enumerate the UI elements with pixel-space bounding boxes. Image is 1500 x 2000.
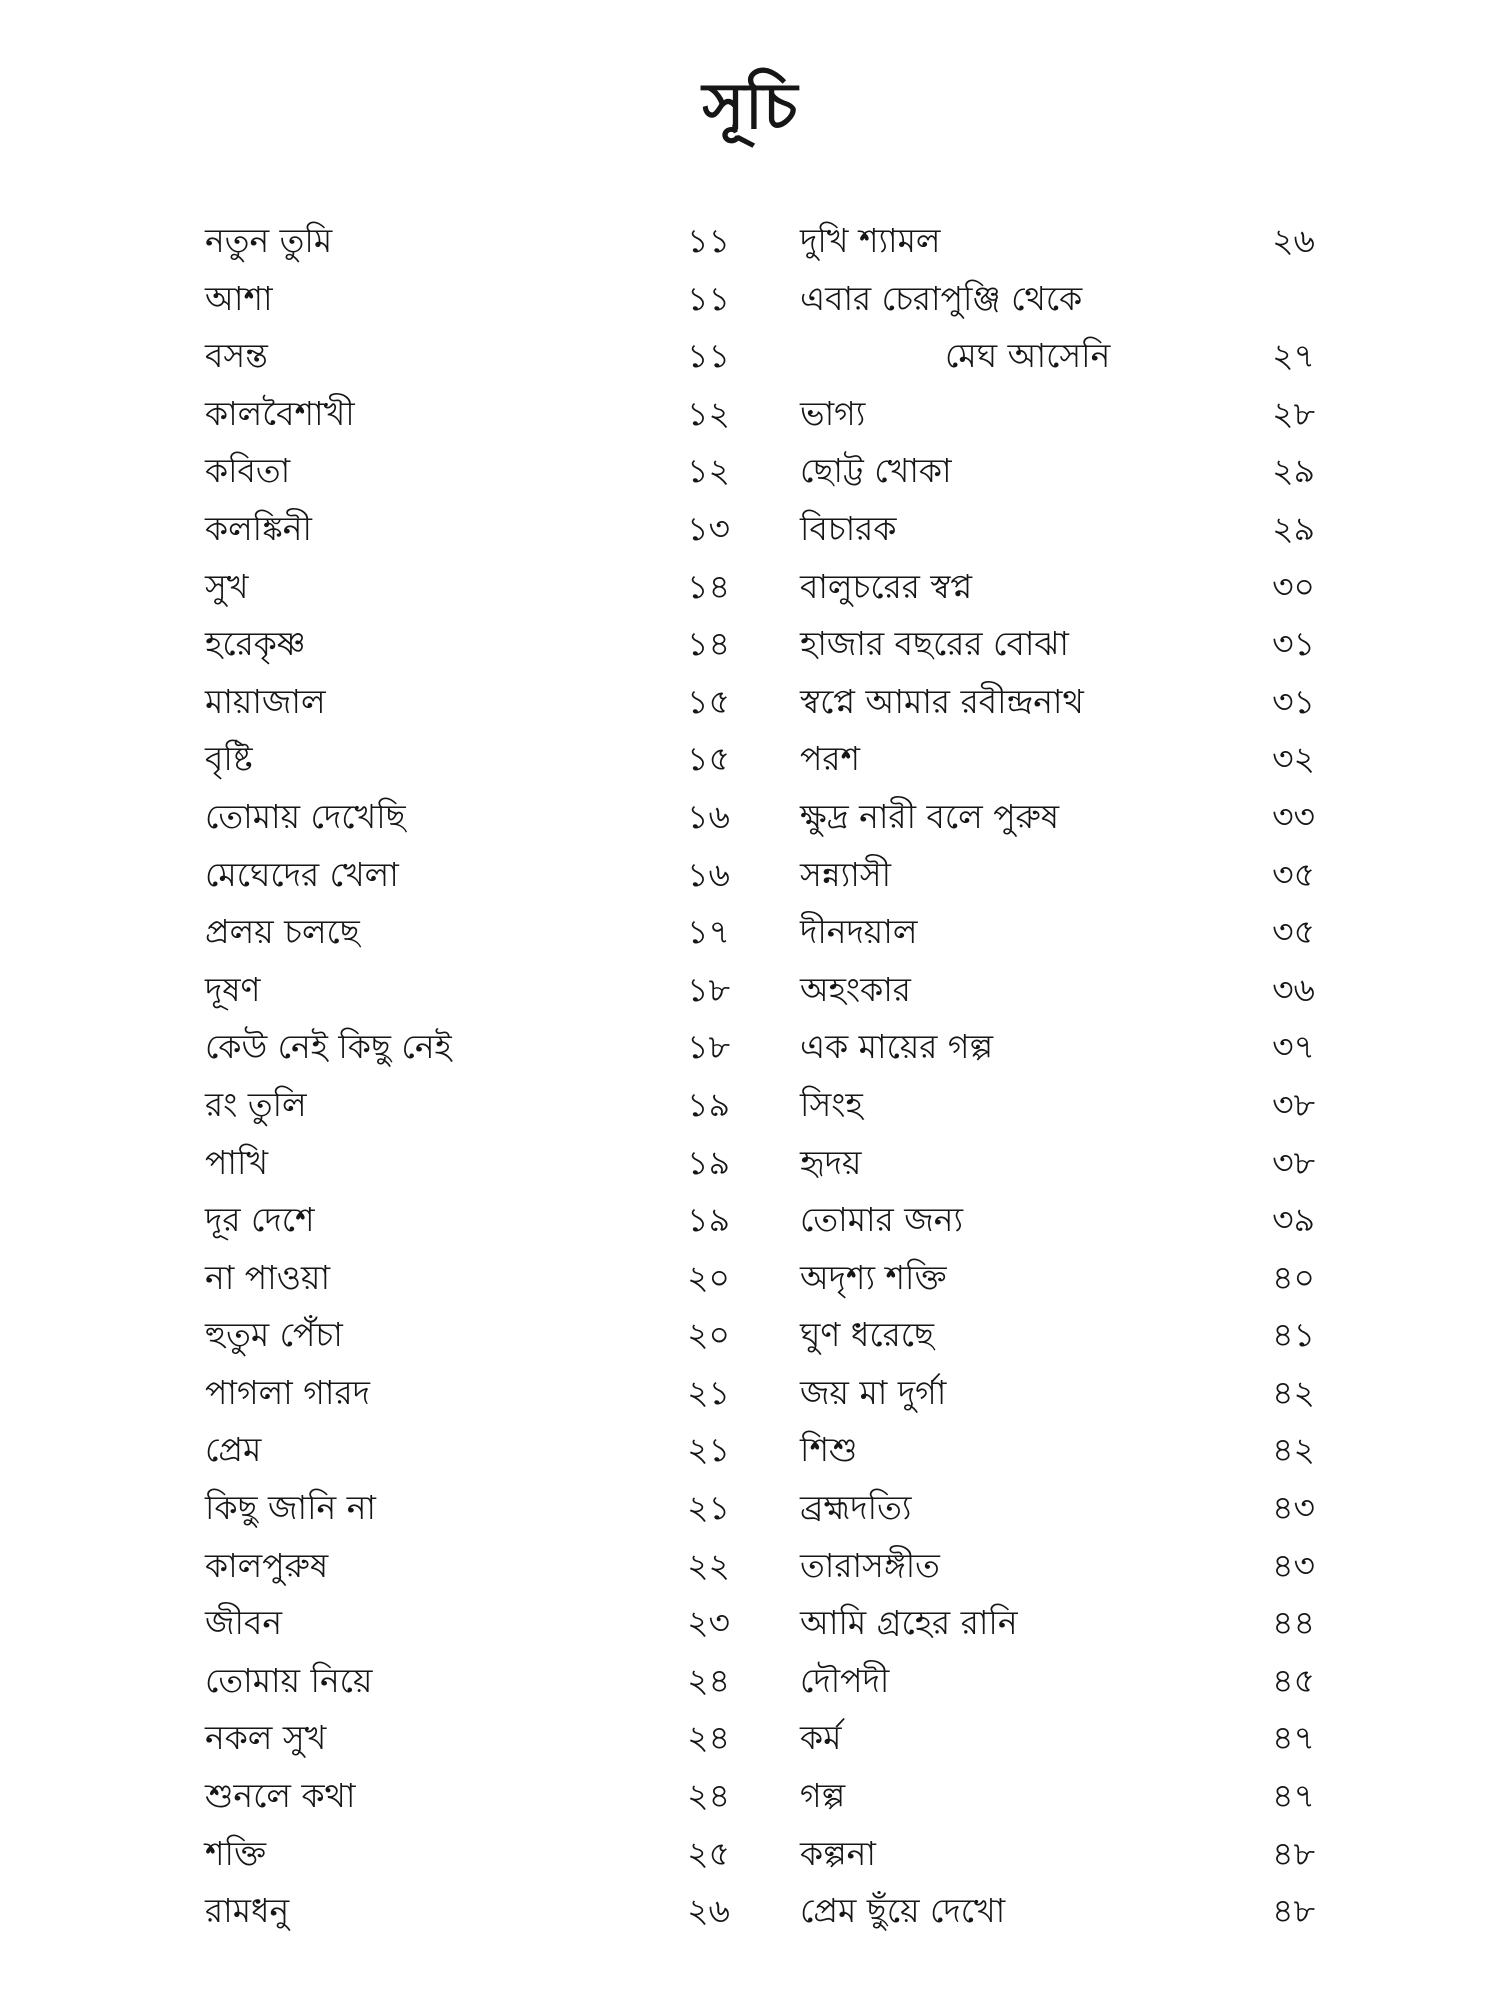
toc-entry-page: ৪৮ — [1272, 1833, 1315, 1873]
toc-entry-title: এক মায়ের গল্প — [800, 1027, 994, 1067]
toc-entry-page: ৪২ — [1272, 1372, 1315, 1412]
toc-entry-page: ২৮ — [1272, 393, 1315, 433]
toc-entry-title: না পাওয়া — [205, 1257, 331, 1297]
toc-entry-page: ১৪ — [687, 624, 730, 664]
toc-entry-page: ১৮ — [687, 969, 730, 1009]
toc-entry-page: ৩১ — [1272, 681, 1315, 721]
toc-entry-page: ২২ — [687, 1545, 730, 1585]
toc-entry-title: দীনদয়াল — [800, 912, 918, 952]
toc-entry-title: অদৃশ্য শক্তি — [800, 1257, 947, 1297]
toc-entry-page: ২৬ — [1272, 221, 1315, 260]
toc-entry-page: ৩৮ — [1272, 1142, 1315, 1182]
toc-entry-page: ৪২ — [1272, 1430, 1315, 1470]
toc-entry-page: ৩৭ — [1272, 1027, 1315, 1067]
toc-entry-title: দূষণ — [205, 969, 261, 1009]
toc-entry-page: ৪৭ — [1272, 1718, 1315, 1758]
toc-entry-title: অহংকার — [800, 969, 911, 1009]
toc-entry-title: আশা — [205, 278, 273, 318]
toc-entry-page: ৪৮ — [1272, 1891, 1315, 1931]
toc-entry-title: পাখি — [205, 1142, 269, 1182]
toc-entry-title: রং তুলি — [205, 1084, 307, 1124]
toc-entry-page: ২৬ — [687, 1891, 730, 1931]
toc-entry-title: সিংহ — [800, 1084, 863, 1124]
toc-entry-page: ২১ — [687, 1488, 730, 1528]
toc-entry-page: ১৬ — [687, 854, 730, 894]
toc-entry-page: ১৫ — [687, 681, 730, 721]
toc-entry-title: নতুন তুমি — [205, 221, 333, 260]
toc-entry-title: রামধনু — [205, 1891, 290, 1931]
toc-entry-title: তোমার জন্য — [800, 1200, 964, 1240]
toc-entry-title: পরশ — [800, 739, 861, 779]
toc-entry-title: ছোট্ট খোকা — [800, 451, 952, 491]
toc-entry-title: হাজার বছরের বোঝা — [800, 624, 1069, 664]
toc-entry-page: ৪০ — [1272, 1257, 1315, 1297]
toc-entry-title: মেঘ আসেনি — [945, 336, 1111, 376]
toc-entry-page: ৪১ — [1272, 1315, 1315, 1355]
toc-entry-title: প্রেম ছুঁয়ে দেখো — [800, 1891, 1006, 1931]
toc-entry-title: কেউ নেই কিছু নেই — [205, 1027, 452, 1067]
toc-entry-title: কল্পনা — [800, 1833, 876, 1873]
toc-entry-page: ১৬ — [687, 796, 730, 836]
toc-entry-page: ২১ — [687, 1372, 730, 1412]
toc-entry-page: ২৪ — [687, 1776, 730, 1816]
toc-entry-page: ৩৫ — [1272, 912, 1315, 952]
toc-entry-page: ১৫ — [687, 739, 730, 779]
toc-entry-title: ভাগ্য — [800, 393, 866, 433]
toc-entry-title: তারাসঙ্গীত — [800, 1545, 940, 1585]
toc-entry-title: গল্প — [800, 1776, 846, 1816]
toc-entry-page: ১১ — [687, 278, 730, 318]
toc-entry-page: ১৩ — [687, 508, 730, 548]
toc-entry-page: ২৪ — [687, 1718, 730, 1758]
toc-entry-title: শুনলে কথা — [205, 1776, 356, 1816]
toc-entry-title: হরেকৃষ্ণ — [205, 624, 306, 664]
toc-entry-page: ৩৩ — [1272, 796, 1315, 836]
toc-entry-page: ২৯ — [1272, 451, 1315, 491]
toc-entry-page: ৩০ — [1272, 566, 1315, 606]
toc-entry-title: শিশু — [800, 1430, 858, 1470]
toc-entry-title: বালুচরের স্বপ্ন — [800, 566, 973, 606]
toc-entry-page: ১২ — [687, 451, 730, 491]
toc-entry-title: বিচারক — [800, 508, 897, 548]
toc-entry-page: ২৩ — [687, 1603, 730, 1643]
toc-entry-page: ২৯ — [1272, 508, 1315, 548]
toc-entry-title: ক্ষুদ্র নারী বলে পুরুষ — [800, 796, 1060, 836]
toc-entry-title: দৌপদী — [800, 1660, 890, 1700]
toc-entry-title: হৃদয় — [800, 1142, 862, 1182]
toc-entry-title: বসন্ত — [205, 336, 268, 376]
toc-entry-title: শক্তি — [205, 1833, 267, 1873]
toc-entry-page: ৩৮ — [1272, 1084, 1315, 1124]
toc-entry-title: জীবন — [205, 1603, 283, 1643]
toc-entry-title: প্রলয় চলছে — [205, 912, 360, 952]
toc-entry-page: ৪৪ — [1272, 1603, 1315, 1643]
toc-entry-page: ১২ — [687, 393, 730, 433]
toc-entry-page: ২৪ — [687, 1660, 730, 1700]
toc-entry-title: আমি গ্রহের রানি — [800, 1603, 1018, 1643]
toc-entry-title: মায়াজাল — [205, 681, 326, 721]
toc-entry-title: স্বপ্নে আমার রবীন্দ্রনাথ — [800, 681, 1084, 721]
toc-entry-title: প্রেম — [205, 1430, 262, 1470]
toc-entry-page: ৪৩ — [1272, 1488, 1315, 1528]
toc-entry-title: তোমায় দেখেছি — [205, 796, 406, 836]
toc-entry-page: ১৪ — [687, 566, 730, 606]
toc-entry-title: হুতুম পেঁচা — [205, 1315, 343, 1355]
toc-entry-page: ৩১ — [1272, 624, 1315, 664]
toc-entry-page: ১৭ — [687, 912, 730, 952]
toc-entry-title: কবিতা — [205, 451, 291, 491]
toc-entry-title: পাগলা গারদ — [205, 1372, 370, 1412]
toc-entry-title: নকল সুখ — [205, 1718, 327, 1758]
page-title: সূচি — [702, 70, 798, 144]
toc-entry-title: সন্ন্যাসী — [800, 854, 892, 894]
toc-entry-page: ২৫ — [687, 1833, 730, 1873]
toc-entry-title: তোমায় নিয়ে — [205, 1660, 373, 1700]
toc-entry-page: ১১ — [687, 221, 730, 260]
toc-entry-page: ২১ — [687, 1430, 730, 1470]
toc-entry-page: ১১ — [687, 336, 730, 376]
toc-entry-title: কলঙ্কিনী — [205, 508, 312, 548]
toc-entry-page: ২০ — [687, 1315, 730, 1355]
toc-entry-title: কালবৈশাখী — [205, 393, 355, 433]
toc-entry-page: ১৯ — [687, 1200, 730, 1240]
toc-entry-page: ১৮ — [687, 1027, 730, 1067]
toc-entry-page: ২৭ — [1272, 336, 1315, 376]
toc-entry-page: ৪৫ — [1272, 1660, 1315, 1700]
toc-entry-title: কিছু জানি না — [205, 1488, 377, 1528]
toc-entry-page: ২০ — [687, 1257, 730, 1297]
toc-entry-page: ৩৯ — [1272, 1200, 1315, 1240]
toc-entry-title: সুখ — [205, 566, 249, 606]
toc-entry-title: এবার চেরাপুঞ্জি থেকে — [800, 278, 1083, 318]
toc-entry-title: ব্রহ্মদত্যি — [800, 1488, 912, 1528]
toc-entry-page: ১৯ — [687, 1142, 730, 1182]
toc-entry-title: দুখি শ্যামল — [800, 221, 941, 260]
toc-entry-title: দূর দেশে — [205, 1200, 315, 1240]
toc-entry-title: জয় মা দুর্গা — [800, 1372, 947, 1412]
toc-entry-page: ৪৩ — [1272, 1545, 1315, 1585]
toc-entry-page: ৩৬ — [1272, 969, 1315, 1009]
toc-entry-page: ৩২ — [1272, 739, 1315, 779]
toc-entry-page: ৩৫ — [1272, 854, 1315, 894]
toc-entry-title: মেঘেদের খেলা — [205, 854, 399, 894]
toc-entry-title: ঘুণ ধরেছে — [800, 1315, 934, 1355]
toc-entry-title: বৃষ্টি — [205, 739, 253, 779]
toc-entry-title: কালপুরুষ — [205, 1545, 329, 1585]
toc-entry-page: ১৯ — [687, 1084, 730, 1124]
toc-entry-title: কর্ম — [800, 1718, 842, 1758]
toc-entry-page: ৪৭ — [1272, 1776, 1315, 1816]
